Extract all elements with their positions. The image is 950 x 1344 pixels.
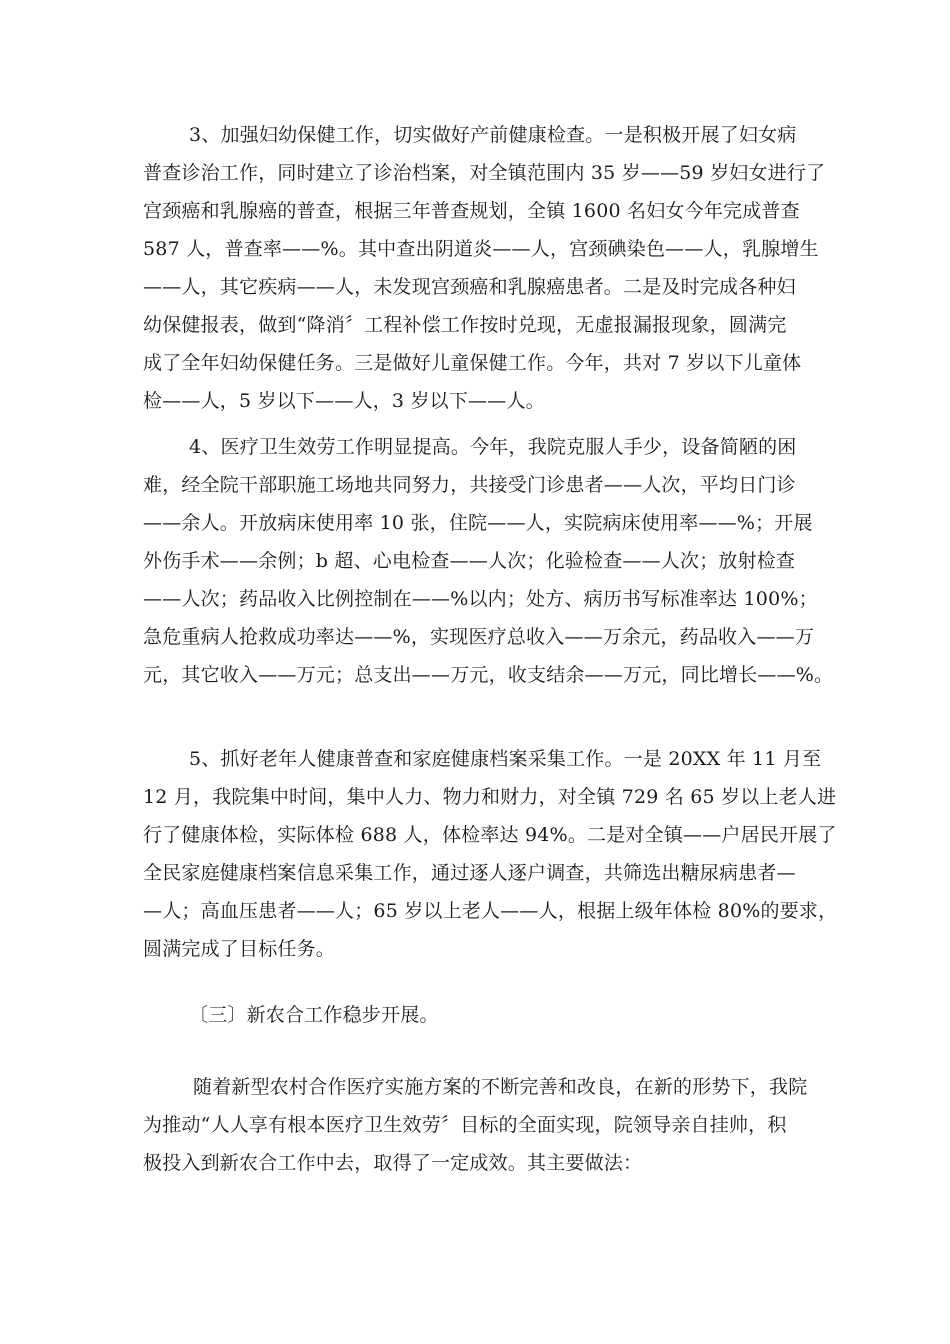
- paragraph-maternal-child-health: [143, 116, 826, 420]
- text-line: 圆满完成了目标任务。: [143, 938, 336, 960]
- text-line: 幼保健报表，做到“降消〞工程补偿工作按时兑现，无虚报漏报现象，圆满完: [143, 314, 787, 336]
- section-heading: 〔三〕新农合工作稳步开展。: [189, 1004, 439, 1026]
- text-line: 5、抓好老年人健康普查和家庭健康档案采集工作。一是 20XX 年 11 月至: [189, 748, 822, 770]
- text-line: 4、医疗卫生效劳工作明显提高。今年，我院克服人手少，设备简陋的困: [189, 436, 797, 458]
- paragraph-medical-service: [143, 428, 834, 694]
- text-line: 12 月，我院集中时间，集中人力、物力和财力，对全镇 729 名 65 岁以上老人进: [143, 786, 837, 808]
- text-line: 成了全年妇幼保健任务。三是做好儿童保健工作。今年，共对 7 岁以下儿童体: [143, 352, 802, 374]
- section-heading-new-rural-coop: [143, 996, 823, 1034]
- paragraph-elderly-health: [143, 740, 838, 968]
- text-line: 普查诊治工作，同时建立了诊治档案，对全镇范围内 35 岁——59 岁妇女进行了: [143, 162, 826, 184]
- text-line: 随着新型农村合作医疗实施方案的不断完善和改良，在新的形势下，我院: [193, 1076, 808, 1098]
- text-line: ——人次；药品收入比例控制在——%以内；处方、病历书写标准率达 100%；: [143, 588, 818, 610]
- text-line: 急危重病人抢救成功率达——%，实现医疗总收入——万余元，药品收入——万: [143, 626, 815, 648]
- text-line: ——余人。开放病床使用率 10 张，住院——人，实院病床使用率——%；开展: [143, 512, 813, 534]
- paragraph-new-rural-coop: [143, 1068, 823, 1182]
- text-line: ——人，其它疾病——人，未发现宫颈癌和乳腺癌患者。二是及时完成各种妇: [143, 276, 796, 298]
- text-line: 587 人，普查率——%。其中查出阴道炎——人，宫颈碘染色——人，乳腺增生: [143, 238, 819, 260]
- text-line: 难，经全院干部职施工场地共同努力，共接受门诊患者——人次，平均日门诊: [143, 474, 796, 496]
- text-line: 元，其它收入——万元；总支出——万元，收支结余——万元，同比增长——%。: [143, 664, 834, 686]
- text-line: 外伤手术——余例；b 超、心电检查——人次；化验检查——人次；放射检查: [143, 550, 796, 572]
- text-line: 行了健康体检，实际体检 688 人，体检率达 94%。二是对全镇——户居民开展了: [143, 824, 837, 846]
- text-line: —人；高血压患者——人；65 岁以上老人——人，根据上级年体检 80%的要求，: [143, 900, 838, 922]
- text-line: 全民家庭健康档案信息采集工作，通过逐人逐户调查，共筛选出糖尿病患者—: [143, 862, 796, 884]
- text-line: 极投入到新农合工作中去，取得了一定成效。其主要做法：: [143, 1152, 643, 1174]
- text-line: 3、加强妇幼保健工作，切实做好产前健康检查。一是积极开展了妇女病: [189, 124, 797, 146]
- text-line: 宫颈癌和乳腺癌的普查，根据三年普查规划，全镇 1600 名妇女今年完成普查: [143, 200, 800, 222]
- text-line: 检——人，5 岁以下——人，3 岁以下——人。: [143, 390, 545, 412]
- text-line: 为推动“人人享有根本医疗卫生效劳〞目标的全面实现，院领导亲自挂帅，积: [143, 1114, 787, 1136]
